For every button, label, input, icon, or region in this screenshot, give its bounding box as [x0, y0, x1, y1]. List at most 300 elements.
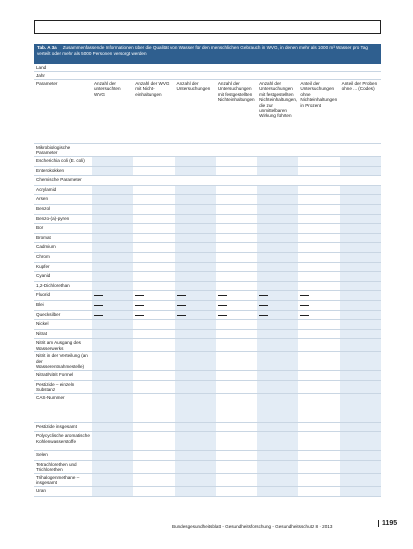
table-cell: [92, 474, 133, 486]
table-cell: [298, 176, 339, 185]
table-cell: [257, 394, 298, 422]
row-label: Selen: [36, 452, 48, 458]
table-cell: [298, 243, 339, 252]
table-cell: [257, 167, 298, 176]
row-label: Bor: [36, 225, 44, 231]
table-cell: [257, 320, 298, 329]
table-cell: [298, 487, 339, 496]
table-cell: [92, 394, 133, 422]
table-cell: [340, 263, 381, 272]
table-cell: [133, 167, 174, 176]
table-cell: [340, 157, 381, 166]
table-cell: [133, 253, 174, 262]
table-row: [34, 253, 381, 263]
table-cell: [133, 282, 174, 291]
table-cell: [257, 371, 298, 380]
head-label: Jahr: [36, 73, 45, 78]
table-cell: [340, 253, 381, 262]
table-cell: [257, 432, 298, 450]
table-cell: [298, 311, 339, 320]
table-cell: [133, 371, 174, 380]
row-label: Quecksilber: [36, 311, 61, 317]
top-frame: [34, 20, 381, 34]
table-cell: [92, 167, 133, 176]
table-cell: [257, 215, 298, 224]
table-cell: [216, 352, 257, 370]
table-cell: [257, 423, 298, 432]
row-label: Pestizide insgesamt: [36, 423, 77, 429]
table-cell: [133, 330, 174, 339]
table-cell: [340, 487, 381, 496]
table-cell: [133, 311, 174, 320]
table-row: [34, 487, 381, 497]
dash-mark: [300, 295, 309, 296]
dash-mark: [135, 305, 144, 306]
table-cell: [298, 215, 339, 224]
row-label: Fluorid: [36, 292, 51, 298]
table-cell: [216, 195, 257, 204]
table-cell: [133, 461, 174, 473]
table-cell: [175, 144, 216, 156]
table-row: [34, 144, 381, 157]
table-cell: [298, 224, 339, 233]
table-cell: [340, 272, 381, 281]
table-cell: [92, 487, 133, 496]
table-row: [34, 234, 381, 244]
column-header: Anzahl der untersuchten WVG: [93, 81, 121, 97]
table-cell: [175, 301, 216, 310]
table-cell: [298, 167, 339, 176]
row-label: CAS-Nummer: [36, 394, 65, 400]
table-cell: [216, 144, 257, 156]
table-cell: [340, 474, 381, 486]
table-cell: [92, 352, 133, 370]
table-cell: [92, 423, 133, 432]
table-cell: [133, 224, 174, 233]
table-cell: [216, 311, 257, 320]
column-header: Anteil der Untersuchungen ohne Nichteinhaltungen in Prozent: [300, 81, 338, 108]
table-cell: [175, 394, 216, 422]
table-cell: [298, 371, 339, 380]
table-cell: [257, 461, 298, 473]
table-row: [34, 282, 381, 292]
table-cell: [175, 167, 216, 176]
dash-mark: [218, 295, 227, 296]
table-cell: [298, 186, 339, 195]
column-header: Anzahl der Untersuchungen mit festgestellten Nichteinhaltungen, die zur unmittelbaren Wirkung führten: [259, 81, 298, 119]
table-cell: [92, 282, 133, 291]
table-caption: [34, 44, 381, 64]
table-cell: [133, 423, 174, 432]
table-cell: [216, 167, 257, 176]
table-cell: [133, 320, 174, 329]
table-cell: [92, 301, 133, 310]
table-cell: [340, 320, 381, 329]
table-cell: [298, 263, 339, 272]
table-cell: [133, 263, 174, 272]
table-cell: [175, 381, 216, 393]
table-cell: [257, 144, 298, 156]
page-number: 1195: [378, 520, 397, 527]
table-cell: [216, 243, 257, 252]
table-cell: [257, 272, 298, 281]
table-row: [34, 381, 381, 394]
table-cell: [92, 339, 133, 351]
column-header-row: [34, 80, 381, 144]
row-label: Benzol: [36, 205, 51, 211]
table-cell: [175, 291, 216, 300]
table-row: [34, 423, 381, 433]
table-cell: [216, 432, 257, 450]
table-cell: [298, 330, 339, 339]
table-cell: [133, 144, 174, 156]
table-cell: [298, 320, 339, 329]
table-cell: [92, 291, 133, 300]
table-row: [34, 301, 381, 311]
table-cell: [216, 330, 257, 339]
row-label: Escherichia coli (E. coli): [36, 158, 85, 163]
table-cell: [298, 339, 339, 351]
table-row: [34, 215, 381, 225]
table-cell: [257, 263, 298, 272]
table-cell: [133, 352, 174, 370]
table-cell: [340, 371, 381, 380]
table-cell: [92, 253, 133, 262]
table-cell: [340, 215, 381, 224]
row-label: Polycyclische aromatische Kohlenwasserstoffe: [36, 433, 90, 444]
table-cell: [257, 195, 298, 204]
dash-mark: [300, 305, 309, 306]
table-cell: [92, 176, 133, 185]
dash-mark: [259, 305, 268, 306]
table-cell: [92, 144, 133, 156]
table-cell: [216, 394, 257, 422]
table-cell: [257, 301, 298, 310]
table-cell: [175, 371, 216, 380]
row-label: Trihalogenmethane – insgesamt: [36, 475, 80, 486]
table-cell: [216, 487, 257, 496]
table-cell: [133, 487, 174, 496]
dash-mark: [177, 305, 186, 306]
table-cell: [133, 451, 174, 460]
row-label: Chrom: [36, 253, 50, 259]
table-cell: [257, 176, 298, 185]
table-cell: [216, 234, 257, 243]
table-cell: [216, 381, 257, 393]
row-label: Nitrat: [36, 330, 47, 336]
table-cell: [257, 451, 298, 460]
row-label: Blei: [36, 301, 44, 307]
dash-mark: [177, 315, 186, 316]
table-row: [34, 330, 381, 340]
head-row: [34, 64, 381, 72]
table-cell: [175, 215, 216, 224]
table-cell: [216, 186, 257, 195]
table-cell: [92, 461, 133, 473]
table-cell: [340, 394, 381, 422]
dash-mark: [135, 295, 144, 296]
row-label: Uran: [36, 488, 46, 494]
table-cell: [340, 144, 381, 156]
table-cell: [175, 272, 216, 281]
table-cell: [92, 381, 133, 393]
table-cell: [175, 451, 216, 460]
table-cell: [92, 157, 133, 166]
table-row: [34, 291, 381, 301]
column-header: Anzahl der WVG mit Nicht-einhaltungen: [135, 81, 170, 97]
table-row: [34, 451, 381, 461]
table-cell: [92, 330, 133, 339]
table-cell: [216, 253, 257, 262]
dash-mark: [218, 305, 227, 306]
dash-mark: [218, 315, 227, 316]
table-row: [34, 263, 381, 273]
table-cell: [92, 272, 133, 281]
table-cell: [340, 234, 381, 243]
table-row: [34, 320, 381, 330]
table-cell: [257, 381, 298, 393]
table-cell: [340, 423, 381, 432]
table-cell: [175, 461, 216, 473]
table-cell: [133, 291, 174, 300]
table-cell: [133, 176, 174, 185]
row-label: Tetrachlorethen und Trichlorethen: [36, 462, 77, 473]
table-cell: [175, 282, 216, 291]
table-cell: [298, 291, 339, 300]
table-cell: [298, 144, 339, 156]
table-cell: [175, 330, 216, 339]
table-cell: [298, 432, 339, 450]
row-label: Nitrat/Nitrit Formel: [36, 372, 74, 378]
table-cell: [133, 157, 174, 166]
table-cell: [257, 205, 298, 214]
row-label: Cadmium: [36, 244, 56, 250]
table-cell: [298, 234, 339, 243]
table-cell: [216, 157, 257, 166]
table-cell: [340, 311, 381, 320]
table-cell: [298, 253, 339, 262]
row-label: Cyanid: [36, 273, 51, 279]
table-row: [34, 195, 381, 205]
table-cell: [175, 474, 216, 486]
dash-mark: [259, 295, 268, 296]
table-cell: [340, 330, 381, 339]
table-cell: [92, 224, 133, 233]
table-cell: [257, 234, 298, 243]
table-row: [34, 311, 381, 321]
table-row: [34, 205, 381, 215]
column-header: Anzahl der Untersuchungen mit festgestellten Nichteinhaltungen: [217, 81, 255, 103]
dash-mark: [94, 315, 103, 316]
caption-number: Tab. A 3a: [37, 45, 57, 50]
table-cell: [216, 263, 257, 272]
table-cell: [92, 243, 133, 252]
table-row: [34, 167, 381, 177]
column-header: Parameter: [36, 81, 58, 86]
column-header: Anzahl der Untersuchungen: [176, 81, 211, 92]
table-cell: [298, 474, 339, 486]
table-cell: [216, 291, 257, 300]
table-cell: [257, 291, 298, 300]
table-cell: [216, 205, 257, 214]
table-cell: [257, 311, 298, 320]
table-cell: [175, 352, 216, 370]
table-cell: [298, 352, 339, 370]
table-cell: [216, 371, 257, 380]
row-label: 1,2-Dichlorethan: [36, 282, 70, 288]
table-cell: [257, 157, 298, 166]
footer-text: Bundesgesundheitsblatt - Gesundheitsforschung - Gesundheitsschutz 8 · 2013: [172, 524, 333, 529]
table-cell: [298, 272, 339, 281]
table-cell: [216, 282, 257, 291]
table-cell: [92, 205, 133, 214]
table-cell: [133, 205, 174, 214]
table-cell: [133, 272, 174, 281]
table-cell: [257, 186, 298, 195]
table-row: [34, 272, 381, 282]
table-row: [34, 243, 381, 253]
table-cell: [340, 451, 381, 460]
table-cell: [298, 282, 339, 291]
table-cell: [340, 432, 381, 450]
table-cell: [92, 311, 133, 320]
table-cell: [92, 432, 133, 450]
table-cell: [133, 243, 174, 252]
table-cell: [257, 352, 298, 370]
table-row: [34, 186, 381, 196]
table-cell: [133, 394, 174, 422]
table-cell: [92, 371, 133, 380]
table-cell: [216, 224, 257, 233]
table-cell: [340, 352, 381, 370]
table-cell: [257, 487, 298, 496]
dash-mark: [94, 305, 103, 306]
table-cell: [175, 205, 216, 214]
table-cell: [298, 195, 339, 204]
dash-mark: [94, 295, 103, 296]
table-cell: [92, 215, 133, 224]
table-cell: [216, 461, 257, 473]
table-cell: [216, 339, 257, 351]
dash-mark: [135, 315, 144, 316]
row-label: Acrylamid: [36, 186, 57, 192]
table-cell: [175, 487, 216, 496]
table-cell: [216, 215, 257, 224]
table-cell: [175, 234, 216, 243]
data-table: [34, 64, 381, 497]
table-cell: [92, 263, 133, 272]
table-cell: [340, 224, 381, 233]
table-cell: [340, 176, 381, 185]
table-cell: [175, 176, 216, 185]
table-cell: [175, 339, 216, 351]
row-label: Nickel: [36, 321, 49, 327]
table-row: [34, 474, 381, 487]
table-cell: [133, 339, 174, 351]
table-cell: [298, 394, 339, 422]
table-cell: [216, 301, 257, 310]
row-label: Chemische Parameter: [36, 177, 82, 183]
table-cell: [257, 282, 298, 291]
table-cell: [340, 291, 381, 300]
table-row: [34, 352, 381, 371]
table-cell: [216, 423, 257, 432]
table-cell: [133, 301, 174, 310]
row-label: Enterokokken: [36, 167, 65, 173]
table-cell: [340, 381, 381, 393]
table-cell: [340, 195, 381, 204]
column-header: Anteil der Proben ohne ... (Codes): [341, 81, 378, 92]
table-cell: [175, 311, 216, 320]
table-cell: [216, 176, 257, 185]
table-cell: [175, 157, 216, 166]
table-cell: [92, 195, 133, 204]
table-cell: [257, 243, 298, 252]
table-cell: [175, 186, 216, 195]
table-cell: [175, 423, 216, 432]
row-label: Nitrit am Ausgang des Wasserwerks: [36, 340, 81, 351]
table-row: [34, 394, 381, 423]
table-cell: [257, 224, 298, 233]
table-cell: [340, 186, 381, 195]
table-cell: [133, 215, 174, 224]
table-cell: [175, 195, 216, 204]
table-cell: [298, 451, 339, 460]
table-cell: [92, 320, 133, 329]
dash-mark: [259, 315, 268, 316]
row-label: Kupfer: [36, 263, 50, 269]
head-row: [34, 72, 381, 80]
table-cell: [92, 234, 133, 243]
table-cell: [257, 253, 298, 262]
table-cell: [175, 263, 216, 272]
table-cell: [175, 253, 216, 262]
table-row: [34, 176, 381, 186]
table-cell: [216, 474, 257, 486]
table-cell: [216, 451, 257, 460]
table-cell: [92, 186, 133, 195]
table-cell: [92, 451, 133, 460]
table-cell: [298, 423, 339, 432]
table-cell: [340, 301, 381, 310]
table-cell: [298, 157, 339, 166]
table-cell: [133, 186, 174, 195]
table-cell: [133, 234, 174, 243]
table-cell: [298, 205, 339, 214]
table-cell: [257, 330, 298, 339]
table-row: [34, 224, 381, 234]
table-cell: [216, 272, 257, 281]
table-cell: [257, 474, 298, 486]
table-cell: [298, 301, 339, 310]
table-cell: [133, 432, 174, 450]
table-cell: [257, 339, 298, 351]
dash-mark: [300, 315, 309, 316]
table-cell: [133, 381, 174, 393]
table-row: [34, 371, 381, 381]
table-cell: [340, 461, 381, 473]
row-label: Nitrit in der Verteilung (an der Wasserentnahmestelle): [36, 353, 88, 370]
caption-text: Zusammenfassende Informationen über die Qualität von Wasser für den menschlichen Gebrauch in WVG, in denen mehr als 1000 m³ Wasser pro Tag verteilt oder mehr als 5000 Personen versorgt werden: [37, 45, 368, 56]
row-label: Benzo-(a)-pyren: [36, 215, 70, 221]
table-cell: [340, 243, 381, 252]
table-cell: [216, 320, 257, 329]
row-label: Mikrobiologische Parameter: [36, 145, 71, 156]
row-label: Bromat: [36, 234, 51, 240]
table-cell: [175, 224, 216, 233]
table-cell: [340, 282, 381, 291]
table-cell: [133, 474, 174, 486]
